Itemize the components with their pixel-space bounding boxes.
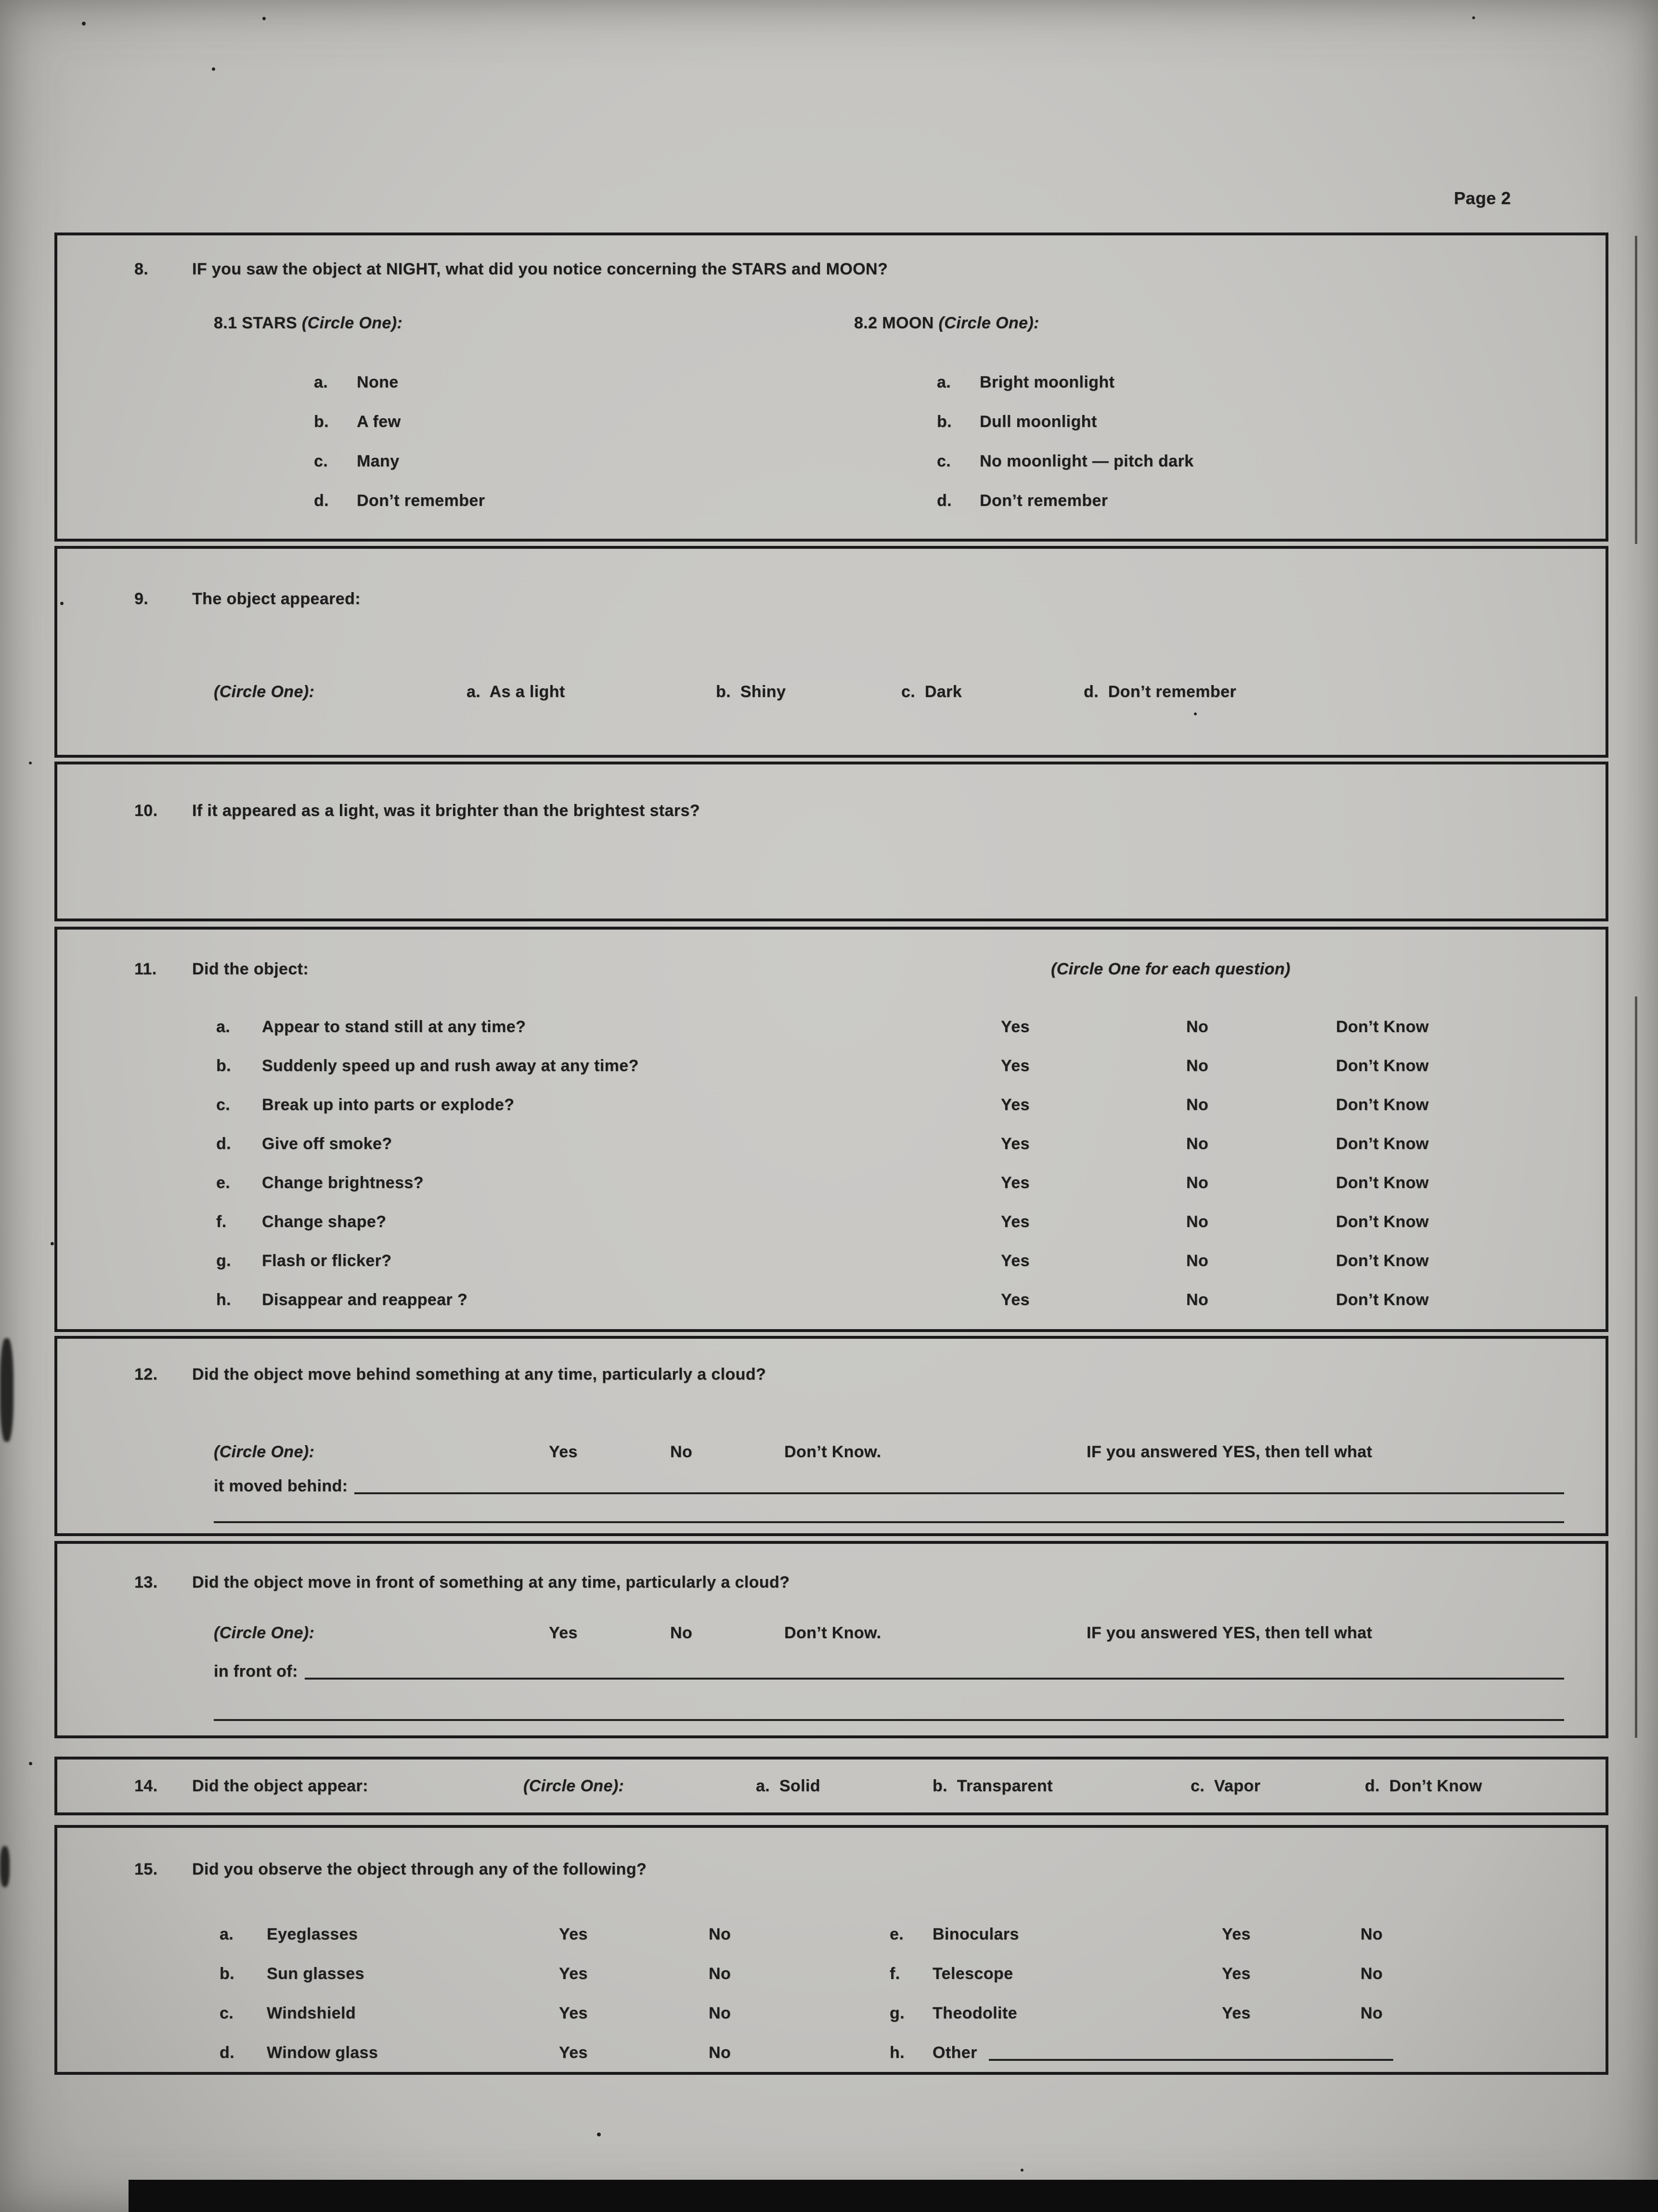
option[interactable]: a. As a light: [466, 683, 565, 701]
option-letter[interactable]: b.: [937, 413, 952, 431]
option-text[interactable]: Dull moonlight: [980, 413, 1097, 431]
scan-speck: [262, 17, 266, 20]
stars-heading: 8.1 STARS (Circle One):: [214, 314, 403, 332]
circle-one-label: (Circle One):: [938, 314, 1039, 332]
answer-dont-know[interactable]: Don’t Know.: [784, 1624, 881, 1642]
option-text[interactable]: No moonlight — pitch dark: [980, 452, 1194, 470]
question-text: Did you observe the object through any of the following?: [192, 1860, 647, 1878]
option-text[interactable]: Don’t remember: [980, 492, 1108, 510]
option-text[interactable]: Bright moonlight: [980, 373, 1115, 391]
answer-yes[interactable]: Yes: [1001, 1173, 1030, 1192]
observation-row: [57, 2033, 1606, 2072]
circle-one-label: (Circle One for each question): [1051, 960, 1291, 978]
option-text: Binoculars: [933, 1925, 1019, 1943]
option-letter: f.: [216, 1212, 227, 1231]
option-letter[interactable]: a.: [314, 373, 328, 391]
scan-speck: [1021, 2169, 1023, 2172]
answer-no[interactable]: No: [670, 1443, 693, 1461]
option-text: Other: [933, 2044, 977, 2062]
answer-dont-know[interactable]: Don’t Know: [1336, 1173, 1429, 1192]
answer-yes[interactable]: Yes: [549, 1624, 578, 1642]
answer-dont-know[interactable]: Don’t Know: [1336, 1017, 1429, 1036]
answer-line[interactable]: [214, 1719, 1564, 1721]
circle-one-label: (Circle One):: [523, 1777, 624, 1795]
option-row: [57, 441, 1606, 481]
answer-line[interactable]: [214, 1521, 1564, 1523]
question-line: [57, 1363, 1606, 1386]
option-text: Sun glasses: [267, 1965, 364, 1983]
option-row: [57, 481, 1606, 520]
option-letter: g.: [216, 1251, 232, 1270]
option-letter: b.: [220, 1965, 235, 1983]
option[interactable]: b. Transparent: [933, 1777, 1053, 1795]
answer-dont-know[interactable]: Don’t Know: [1336, 1056, 1429, 1075]
option-letter: d.: [216, 1134, 232, 1153]
option-letter: g.: [890, 2004, 905, 2022]
circle-one-label: (Circle One):: [214, 1443, 315, 1461]
question-row: [57, 1202, 1606, 1241]
answer-no[interactable]: No: [709, 2004, 731, 2022]
section-question-14: [54, 1757, 1608, 1815]
observation-row: [57, 1993, 1606, 2033]
option-text: Change shape?: [262, 1212, 387, 1231]
question-line: [57, 1759, 1606, 1812]
answer-yes[interactable]: Yes: [549, 1443, 578, 1461]
scan-speck: [82, 22, 86, 26]
answer-no[interactable]: No: [670, 1624, 693, 1642]
option-text[interactable]: Many: [357, 452, 400, 470]
answer-yes[interactable]: Yes: [559, 2004, 588, 2022]
option-letter: c.: [220, 2004, 234, 2022]
answer-yes[interactable]: Yes: [1001, 1017, 1030, 1036]
option-text: Appear to stand still at any time?: [262, 1017, 526, 1036]
answer-no[interactable]: No: [1360, 1925, 1383, 1943]
section-question-13: [54, 1541, 1608, 1738]
answer-no[interactable]: No: [1186, 1056, 1209, 1075]
question-row: [57, 1085, 1606, 1124]
question-number: 12.: [134, 1365, 158, 1384]
option-text: Flash or flicker?: [262, 1251, 392, 1270]
question-line: [57, 587, 1606, 610]
scan-artifact: [1635, 996, 1637, 1738]
other-fill-in: [933, 2041, 1606, 2064]
scan-speck: [29, 762, 32, 764]
answer-no[interactable]: No: [1186, 1134, 1209, 1153]
question-text: Did the object:: [192, 960, 309, 978]
answer-no[interactable]: No: [1186, 1251, 1209, 1270]
option-letter: e.: [890, 1925, 904, 1943]
option-letter: e.: [216, 1173, 231, 1192]
answer-yes[interactable]: Yes: [559, 1965, 588, 1983]
scan-speck: [597, 2133, 601, 2136]
answer-yes[interactable]: Yes: [1001, 1056, 1030, 1075]
option[interactable]: c. Dark: [901, 683, 962, 701]
answer-yes[interactable]: Yes: [1001, 1095, 1030, 1114]
scan-speck: [212, 67, 215, 71]
option-text: Eyeglasses: [267, 1925, 358, 1943]
section-question-9: [54, 546, 1608, 758]
option-letter: b.: [216, 1056, 232, 1075]
option-letter[interactable]: b.: [314, 413, 329, 431]
option-letter: a.: [220, 1925, 234, 1943]
answer-yes[interactable]: Yes: [1001, 1134, 1030, 1153]
fill-in-label: in front of:: [214, 1662, 298, 1681]
fill-in-label: it moved behind:: [214, 1477, 348, 1495]
question-line: [57, 1858, 1606, 1881]
question-text: IF you saw the object at NIGHT, what did you notice concerning the STARS and MOON?: [192, 260, 888, 278]
section-question-12: [54, 1336, 1608, 1536]
question-number: 10.: [134, 802, 158, 820]
answer-no[interactable]: No: [1186, 1017, 1209, 1036]
answer-dont-know[interactable]: Don’t Know: [1336, 1134, 1429, 1153]
scan-speck: [29, 1762, 32, 1765]
section-question-8: [54, 233, 1608, 542]
answer-dont-know[interactable]: Don’t Know: [1336, 1212, 1429, 1231]
circle-one-label: (Circle One):: [214, 1624, 315, 1642]
question-line: [57, 1571, 1606, 1594]
q9-options: [57, 680, 1606, 703]
option-row: [57, 362, 1606, 402]
answer-yes[interactable]: Yes: [1222, 2004, 1251, 2022]
question-number: 14.: [134, 1777, 158, 1795]
option-text: Windshield: [267, 2004, 356, 2022]
if-yes-instruction: IF you answered YES, then tell what: [1087, 1443, 1373, 1461]
q12-answers: [57, 1440, 1606, 1463]
answer-yes[interactable]: Yes: [1001, 1290, 1030, 1309]
option-text[interactable]: A few: [357, 413, 401, 431]
question-row: [57, 1241, 1606, 1280]
question-number: 8.: [134, 260, 149, 278]
option-letter[interactable]: c.: [937, 452, 951, 470]
answer-yes[interactable]: Yes: [1001, 1251, 1030, 1270]
observation-row: [57, 1954, 1606, 1993]
question-text: Did the object move behind something at any time, particularly a cloud?: [192, 1365, 766, 1384]
question-text: If it appeared as a light, was it brighter than the brightest stars?: [192, 802, 700, 820]
answer-dont-know[interactable]: Don’t Know: [1336, 1251, 1429, 1270]
answer-dont-know[interactable]: Don’t Know: [1336, 1290, 1429, 1309]
option-letter: d.: [220, 2044, 235, 2062]
question-line: [57, 258, 1606, 281]
answer-dont-know[interactable]: Don’t Know: [1336, 1095, 1429, 1114]
answer-yes[interactable]: Yes: [1001, 1212, 1030, 1231]
option-letter: a.: [216, 1017, 231, 1036]
question-line: [57, 799, 1606, 822]
question-number: 13.: [134, 1573, 158, 1591]
question-number: 15.: [134, 1860, 158, 1878]
answer-no[interactable]: No: [1186, 1212, 1209, 1231]
if-yes-instruction: IF you answered YES, then tell what: [1087, 1624, 1373, 1642]
circle-one-label: (Circle One):: [214, 683, 315, 701]
option-text: Suddenly speed up and rush away at any time?: [262, 1056, 639, 1075]
observation-row: [57, 1914, 1606, 1954]
answer-line[interactable]: [989, 2059, 1393, 2061]
option-text: Telescope: [933, 1965, 1013, 1983]
section-question-15: [54, 1825, 1608, 2075]
option-letter: f.: [890, 1965, 900, 1983]
option-letter: h.: [890, 2044, 905, 2062]
question-text: Did the object move in front of something at any time, particularly a cloud?: [192, 1573, 790, 1591]
scan-artifact: [1635, 236, 1637, 544]
answer-no[interactable]: No: [709, 1925, 731, 1943]
option-text: Break up into parts or explode?: [262, 1095, 515, 1114]
q12-fill-in: [57, 1475, 1564, 1498]
scan-speck: [51, 1242, 54, 1245]
moon-heading: 8.2 MOON (Circle One):: [854, 314, 1039, 332]
circle-one-label: (Circle One):: [301, 314, 403, 332]
option-letter[interactable]: d.: [314, 492, 329, 510]
option-text: Change brightness?: [262, 1173, 424, 1192]
answer-yes[interactable]: Yes: [1222, 1965, 1251, 1983]
answer-yes[interactable]: Yes: [559, 2044, 588, 2062]
subsection-headings: [57, 311, 1606, 335]
answer-yes[interactable]: Yes: [1222, 1925, 1251, 1943]
answer-dont-know[interactable]: Don’t Know.: [784, 1443, 881, 1461]
option-letter[interactable]: a.: [937, 373, 951, 391]
question-line: [57, 957, 1606, 981]
option-text: Give off smoke?: [262, 1134, 392, 1153]
option-letter: h.: [216, 1290, 232, 1309]
answer-no[interactable]: No: [1360, 1965, 1383, 1983]
question-number: 9.: [134, 590, 149, 608]
q11-rows: [57, 1007, 1606, 1319]
answer-line[interactable]: [354, 1492, 1564, 1494]
option-text: Disappear and reappear ?: [262, 1290, 468, 1309]
option[interactable]: d. Don’t Know: [1365, 1777, 1482, 1795]
answer-no[interactable]: No: [1186, 1095, 1209, 1114]
option-text: Theodolite: [933, 2004, 1017, 2022]
question-text: The object appeared:: [192, 590, 361, 608]
question-row: [57, 1046, 1606, 1085]
option-letter[interactable]: c.: [314, 452, 328, 470]
option-text: Window glass: [267, 2044, 378, 2062]
option[interactable]: a. Solid: [756, 1777, 820, 1795]
page-number: Page 2: [1454, 188, 1511, 208]
answer-no[interactable]: No: [709, 2044, 731, 2062]
answer-line[interactable]: [305, 1678, 1564, 1680]
section-question-11: [54, 927, 1608, 1332]
answer-no[interactable]: No: [709, 1965, 731, 1983]
scan-artifact-band: [129, 2180, 1658, 2212]
q15-rows: [57, 1914, 1606, 2072]
answer-no[interactable]: No: [1360, 2004, 1383, 2022]
scan-speck: [1194, 712, 1197, 715]
question-text: Did the object appear:: [192, 1777, 368, 1795]
option[interactable]: c. Vapor: [1191, 1777, 1261, 1795]
answer-yes[interactable]: Yes: [559, 1925, 588, 1943]
option-row: [57, 402, 1606, 441]
question-row: [57, 1124, 1606, 1163]
option-letter[interactable]: d.: [937, 492, 952, 510]
answer-no[interactable]: No: [1186, 1173, 1209, 1192]
q13-fill-in: [57, 1660, 1564, 1683]
scan-artifact: [0, 1338, 13, 1442]
section-question-10: [54, 762, 1608, 921]
option[interactable]: d. Don’t remember: [1084, 683, 1237, 701]
scan-speck: [60, 602, 64, 605]
question-row: [57, 1163, 1606, 1202]
option-letter: c.: [216, 1095, 231, 1114]
option-text[interactable]: None: [357, 373, 399, 391]
question-row: [57, 1007, 1606, 1046]
question-number: 11.: [134, 960, 157, 978]
q8-options: [57, 362, 1606, 520]
question-row: [57, 1280, 1606, 1319]
scan-speck: [1472, 16, 1475, 19]
option-text[interactable]: Don’t remember: [357, 492, 485, 510]
option[interactable]: b. Shiny: [716, 683, 786, 701]
q13-answers: [57, 1621, 1606, 1644]
answer-no[interactable]: No: [1186, 1290, 1209, 1309]
scan-artifact: [0, 1846, 10, 1887]
